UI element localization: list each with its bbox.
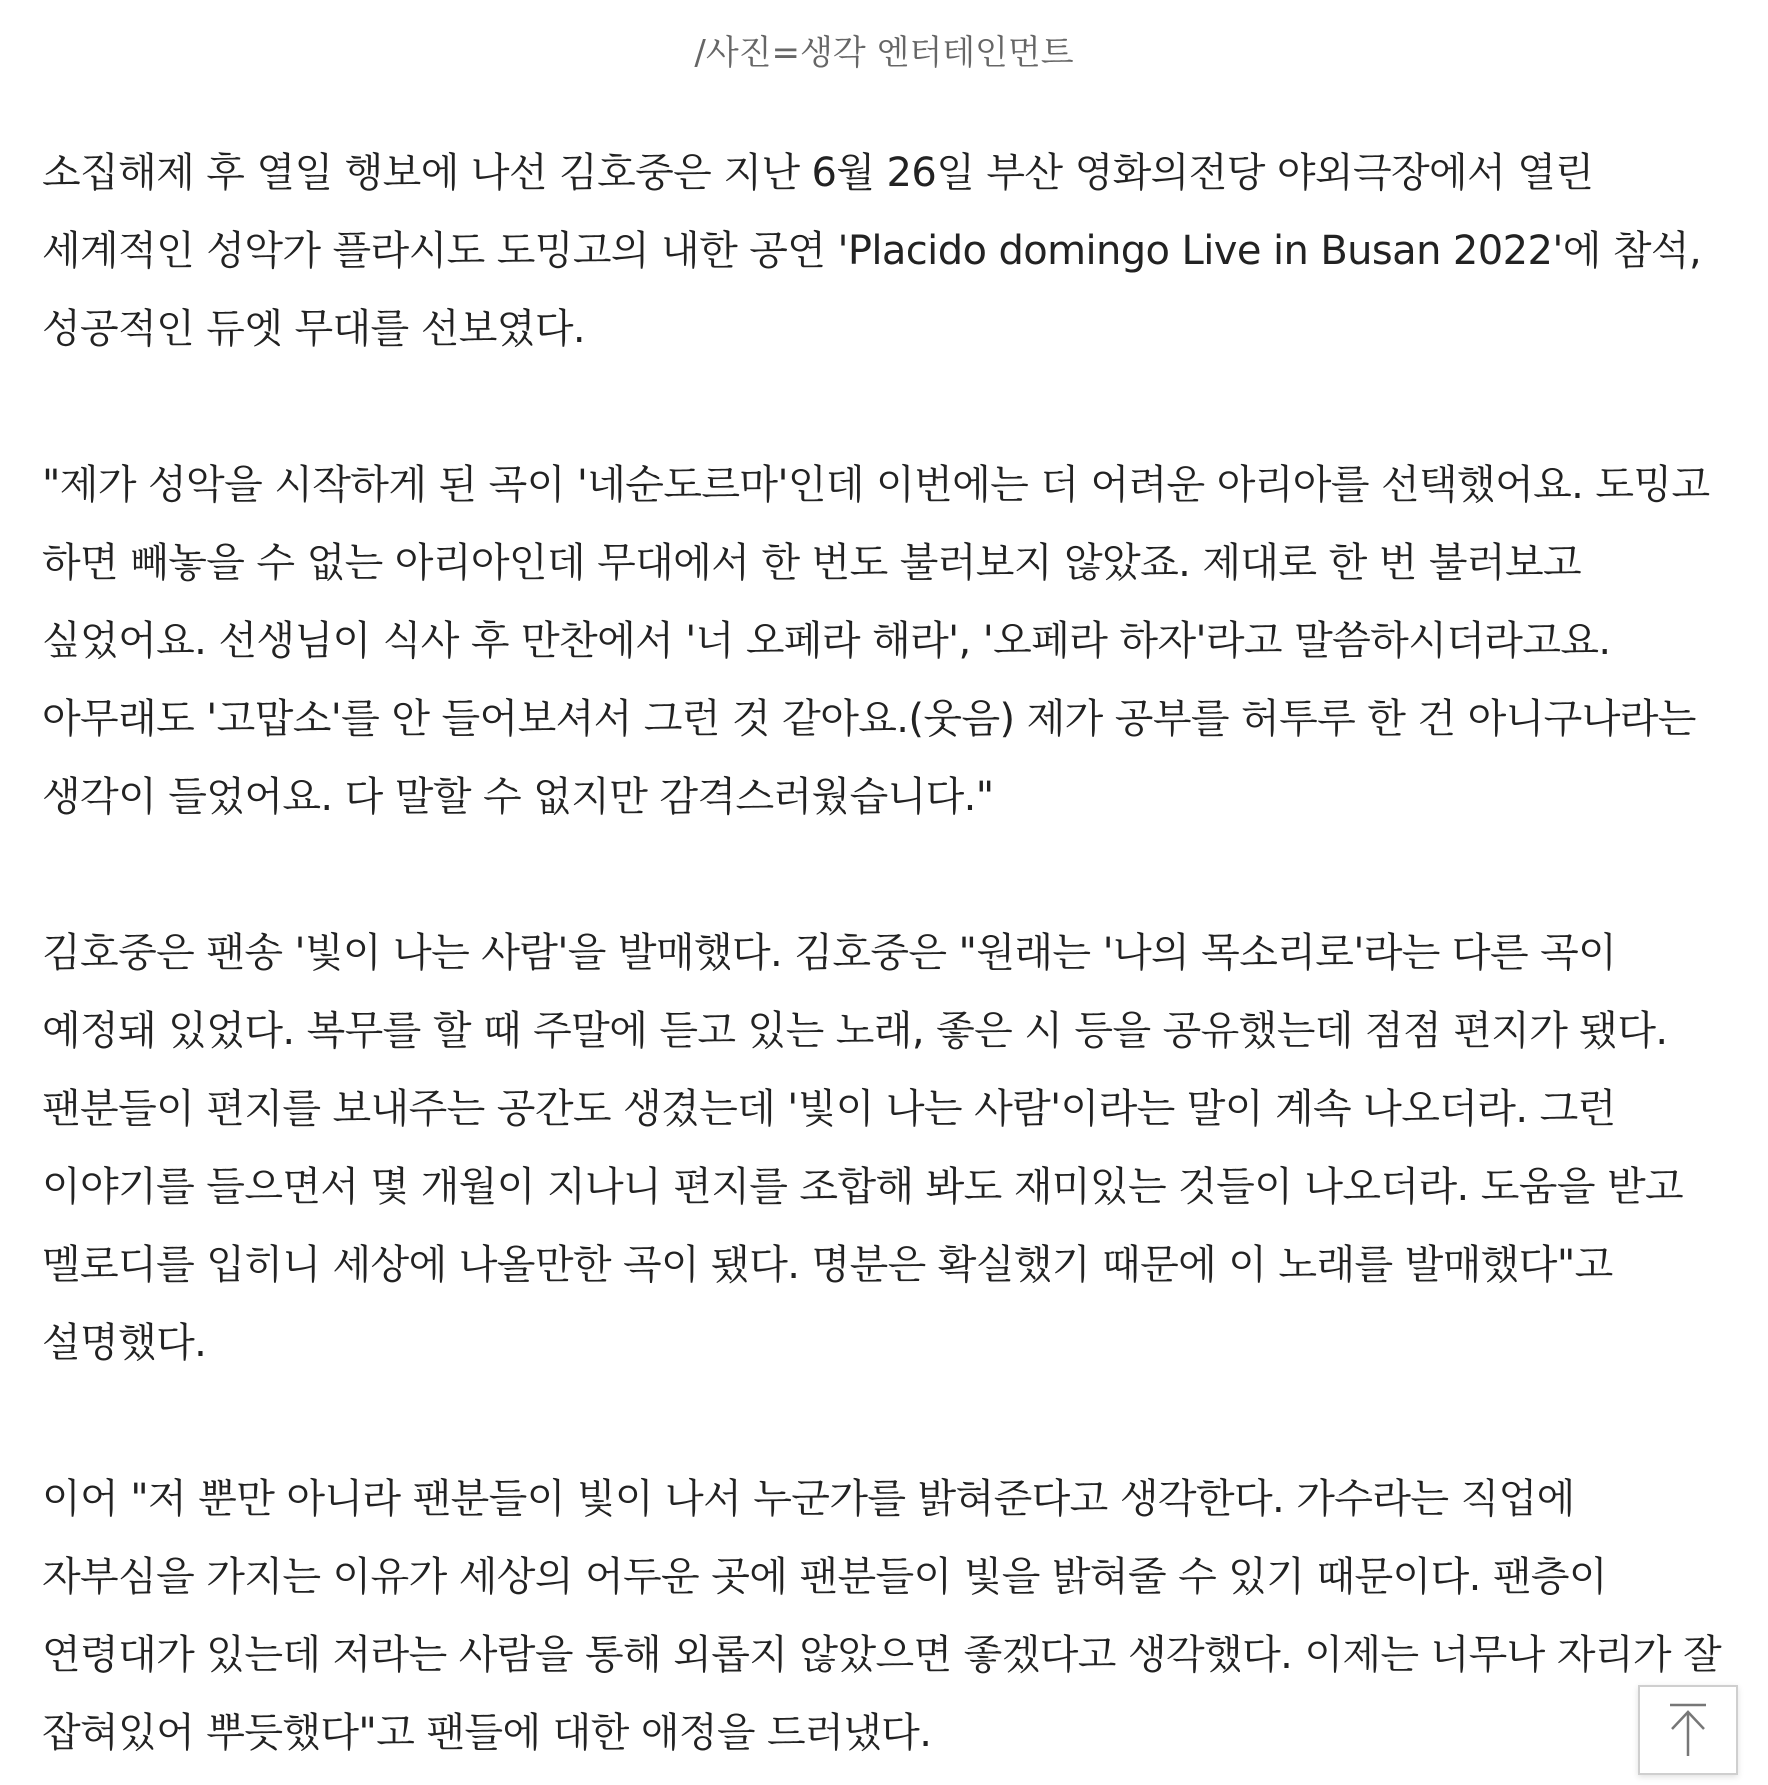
photo-caption: /사진=생각 엔터테인먼트 [694,33,1074,73]
article-paragraph-2: "제가 성악을 시작하게 된 곡이 '네순도르마'인데 이번에는 더 어려운 아리아를 선택했어요. 도밍고 하면 빼놓을 수 없는 아리아인데 무대에서 한 번도 불러보지 않았죠. 제대로 한 번 불러보고 싶었어요. 선생님이 식사 후 만찬에서 '너 오페라 해라', '오페라 하자'라고 말씀하시더라고요. 아무래도 '고맙소'를 안 들어보셔서 그런 것 같아요.(웃음) 제가 공부를 허투루 한 건 아니구나라는 생각이 들었어요. 다 말할 수 없지만 감격스러웠습니다." [42,462,1710,820]
arrow-up-to-top-icon [1666,1702,1710,1758]
article-paragraph-1: 소집해제 후 열일 행보에 나선 김호중은 지난 6월 26일 부산 영화의전당 야외극장에서 열린 세계적인 성악가 플라시도 도밍고의 내한 공연 'Placido domingo Live in Busan 2022'에 참석, 성공적인 듀엣 무대를 선보였다. [42,150,1702,352]
article-paragraph-3: 김호중은 팬송 '빛이 나는 사람'을 발매했다. 김호중은 "원래는 '나의 목소리로'라는 다른 곡이 예정돼 있었다. 복무를 할 때 주말에 듣고 있는 노래, 좋은 시 등을 공유했는데 점점 편지가 됐다. 팬분들이 편지를 보내주는 공간도 생겼는데 '빛이 나는 사람'이라는 말이 계속 나오더라. 그런 이야기를 들으면서 몇 개월이 지나니 편지를 조합해 봐도 재미있는 것들이 나오더라. 도움을 받고 멜로디를 입히니 세상에 나올만한 곡이 됐다. 명분은 확실했기 때문에 이 노래를 발매했다"고 설명했다. [42,930,1684,1366]
scroll-to-top-button[interactable] [1638,1685,1738,1775]
article-body [42,134,1732,1772]
article-paragraph-4: 이어 "저 뿐만 아니라 팬분들이 빛이 나서 누군가를 밝혀준다고 생각한다. 가수라는 직업에 자부심을 가지는 이유가 세상의 어두운 곳에 팬분들이 빛을 밝혀줄 수 있기 때문이다. 팬층이 연령대가 있는데 저라는 사람을 통해 외롭지 않았으면 좋겠다고 생각했다. 이제는 너무나 자리가 잘 잡혀있어 뿌듯했다"고 팬들에 대한 애정을 드러냈다. [42,1476,1722,1756]
